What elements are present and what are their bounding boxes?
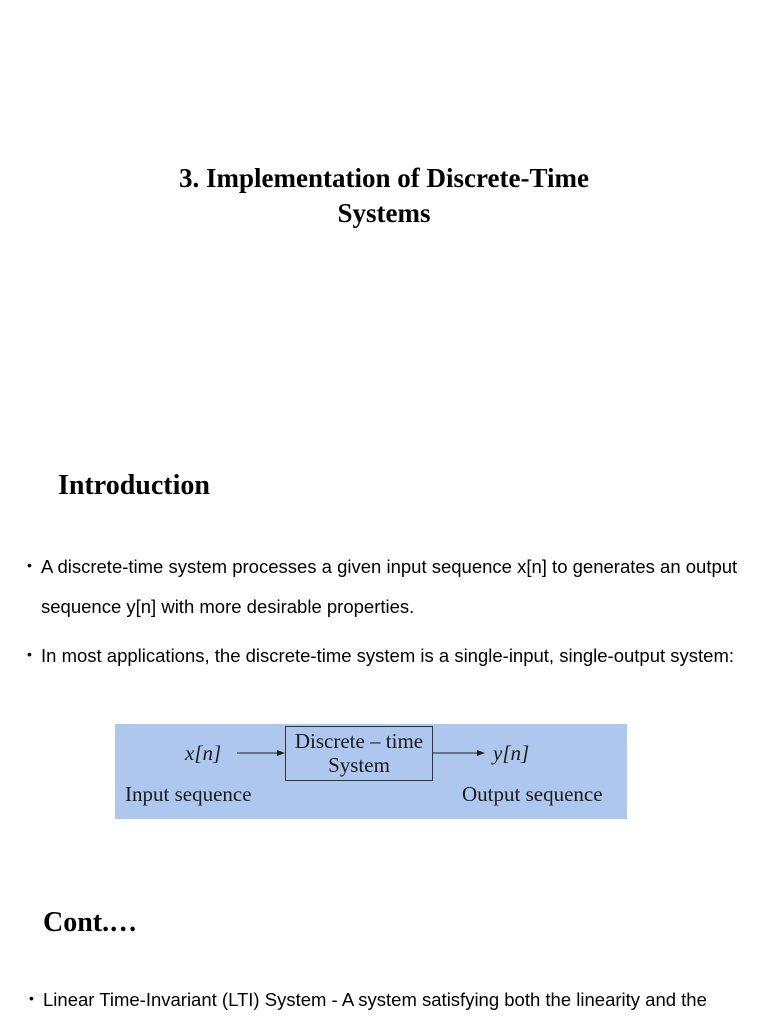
input-signal-symbol: x[n]: [185, 741, 222, 765]
bullet-item: [29, 980, 763, 1020]
page-title-line-2: Systems: [337, 198, 431, 228]
bullet-text: In most applications, the discrete-time system is a single-input, single-output system:: [41, 645, 735, 666]
system-box-line-1: Discrete – time: [294, 729, 424, 753]
page-title: [0, 161, 768, 231]
bullet-text: Linear Time-Invariant (LTI) System - A system satisfying both the linearity and the: [43, 989, 707, 1010]
page-title-line-1: 3. Implementation of Discrete-Time: [179, 163, 589, 193]
bullet-dot-icon: •: [27, 557, 32, 573]
bullet-dot-icon: •: [29, 990, 34, 1006]
output-arrow-head: [477, 750, 485, 756]
system-block-diagram: [115, 724, 627, 819]
system-box-line-2: System: [328, 753, 390, 777]
bullet-dot-icon: •: [27, 646, 32, 662]
bullet-item: [27, 547, 761, 627]
input-arrow-head: [277, 750, 285, 756]
bullet-item: [27, 636, 761, 676]
section-heading-introduction: Introduction: [58, 470, 210, 501]
output-sequence-label: Output sequence: [462, 782, 603, 806]
system-box: [285, 726, 433, 781]
bullet-text: A discrete-time system processes a given input sequence x[n] to generates an output sequence y[n] with more desirable properties.: [41, 556, 738, 617]
input-sequence-label: Input sequence: [125, 782, 252, 806]
section-heading-cont: Cont.…: [43, 907, 138, 938]
output-signal-symbol: y[n]: [493, 741, 530, 765]
